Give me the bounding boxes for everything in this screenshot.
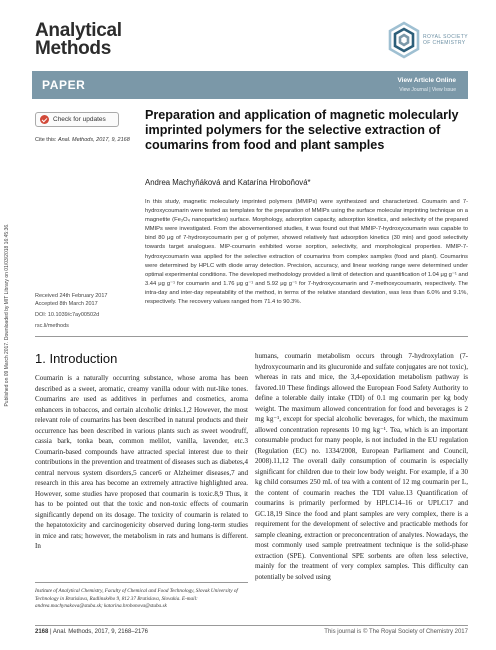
journal-title [35, 22, 122, 58]
footer-journal-ref: | Anal. Methods, 2017, 9, 2168–2176 [48, 629, 148, 635]
download-notice [2, 150, 12, 480]
rsc-hexagon-logo-icon [386, 20, 422, 60]
article-authors: Andrea Machyňáková and Katarína Hroboňová* [145, 178, 311, 187]
citation-prefix: Cite this: [35, 137, 58, 143]
article-title: Preparation and application of magnetic molecularly imprinted polymers for the selective extraction of coumarins from food and plant samples [145, 108, 459, 152]
citation [35, 137, 130, 143]
publisher-name-line1: ROYAL SOCIETY [423, 34, 468, 40]
article-type: PAPER [42, 78, 86, 92]
article-dates [35, 292, 135, 330]
publisher-name-line2: OF CHEMISTRY [423, 40, 466, 46]
article-abstract: In this study, magnetic molecularly imprinted polymers (MMIPs) were synthesized and characterized. Coumarin and 7-hydroxycoumarin were tested as templates for the preparation of MMIPs using the surface molecular imprinting technique on a magnetite (Fe₃O₄ nanoparticles) surface. Morphology, adsorption capacity, adsorption kinetics, and selectivity of the prepared MMIPs were investigated. From the abovementioned studies, it was found out that MMIP-7-hydroxycoumarin was capable to bind 80 μg of 7-hydroxycoumarin per g of polymer, showed relatively fast adsorption kinetics (30 min) and good selectivity towards target analogues. MIP-coumarin exhibited worse sorption, selectivity, and morphological properties. MMIP-7-hydroxycoumarin was applied for the selective extraction of coumarins from complex samples (food and plant). Coumarins were determined by HPLC with diode array detection. Precision, accuracy, and linear working range were determined under optimal experimental conditions. The developed methodology provided a limit of detection and quantification of 1.04 μg g⁻¹ and 3.44 μg g⁻¹ for coumarin and 1.76 μg g⁻¹ and 5.92 μg g⁻¹ for 7-hydroxycoumarin and 7-methoxycoumarin, respectively. The intra-day and inter-day repeatability of the method, in terms of the relative standard deviation, was less than 6.0% and 9.1%, respectively. The recovery values ranged from 71.4 to 90.3%. [145, 199, 468, 306]
page-footer [35, 625, 468, 637]
accepted-date: Accepted 8th March 2017 [35, 301, 98, 307]
article-type-banner [32, 71, 468, 99]
doi-link[interactable]: DOI: 10.1039/c7ay00502d [35, 312, 100, 318]
section-heading-introduction: 1. Introduction [35, 351, 118, 366]
introduction-left-column: Coumarin is a naturally occurring substance, whose aroma has been described as a sweet, aromatic, creamy vanilla odour with nut-like tones. Coumarins are used as additives in perfumes and cosmetics, aroma enhancers in tobaccos, and certain alcoholic drinks.1,2 However, the most relevant role of coumarins has been described in natural products and their occurrence has been described in various plants such as sweet woodruff, cassia bark, tonka bean, common melilot, vanilla, lavender, etc.3 Coumarin-based compounds have attracted special interest due to their contributions in the prevention and treatment of diseases such as diabetes,4 central nervous system disorders,5 cancer6 or Alzheimer diseases,7 and research in this area has become an extremely attractive highlighted area. However, some studies have proposed that coumarin is toxic.8,9 Thus, it has to be pointed out that the toxic and non-toxic effects of coumarin significantly depend on its dosage. The toxicity of coumarin is related to the hepatotoxicity and carcinogenicity observed during long-term studies in mice and rats; however, the metabolism in rats and humans is different. In [35, 374, 248, 550]
author-affiliation: Institute of Analytical Chemistry, Faculty of Chemical and Food Technology, Slovak University of Technology in Bratislava, Radlinského 9, 812 37 Bratislava, Slovakia. E-mail: andrea.machynakova@stuba.sk; katarina.hrobonova@stuba.sk [35, 582, 248, 611]
journal-issue-links[interactable]: View Journal | View Issue [399, 87, 456, 93]
check-for-updates-button[interactable] [35, 112, 119, 127]
publisher-logo [386, 20, 468, 64]
check-circle-icon [40, 115, 49, 124]
check-for-updates-label: Check for updates [53, 116, 106, 123]
publisher-name [423, 34, 468, 46]
journal-title-line2: Methods [35, 38, 112, 59]
footer-page-number: 2168 [35, 629, 49, 635]
footer-page-ref [35, 629, 148, 635]
journal-site-link[interactable]: rsc.li/methods [35, 323, 69, 329]
journal-title-line1: Analytical [35, 20, 122, 41]
download-notice-text: Published on 09 March 2017. Downloaded by MIT Library on 01/03/2018 16:45:36. [4, 223, 10, 407]
footer-copyright: This journal is © The Royal Society of Chemistry 2017 [324, 629, 468, 635]
citation-reference: Anal. Methods, 2017, 9, 2168 [57, 137, 130, 143]
section-divider [35, 336, 468, 337]
introduction-right-column: humans, coumarin metabolism occurs through 7-hydroxylation (7-hydroxycoumarin and its glucuronide and sulfate conjugates are not toxic), whereas in rats and mice, the 3,4-epoxidation metabolism pathway is favored.10 These findings allowed the European Food Safety Authority to define a tolerable daily intake (TDI) of 0.1 mg coumarin per kg body weight. The maximum allowed concentration for food and beverages is 2 mg kg⁻¹, except for special alcoholic beverages, for which, the maximum allowed concentration represents 10 mg kg⁻¹. Tea, which is an important consumable product for many people, is not included in the EU regulation (Regulation (EC) no. 1334/2008, European Parliament and Council, 2008).11,12 The overall daily consumption of coumarin is especially significant for children due to their low body weight. For example, if a 30 kg child consumes 250 mL of tea with a content of 12 mg coumarin per L, the content of coumarin reaches the TDI value.13 Quantification of coumarins is primarily performed by HPLC14–16 or UPLC17 and GC.18,19 Since the food and plant samples are very complex, there is a requirement for the development of selective and practicable methods for sample cleaning, extraction or preconcentration of analytes. Nowadays, the most commonly used sample pretreatment technique is the solid-phase extraction (SPE). Conventional SPE sorbents are often less selective, mainly for the treatment of very complex samples. This difficulty can potentially be solved using [255, 352, 468, 581]
received-date: Received 24th February 2017 [35, 293, 108, 299]
view-article-online-link[interactable]: View Article Online [397, 77, 456, 84]
